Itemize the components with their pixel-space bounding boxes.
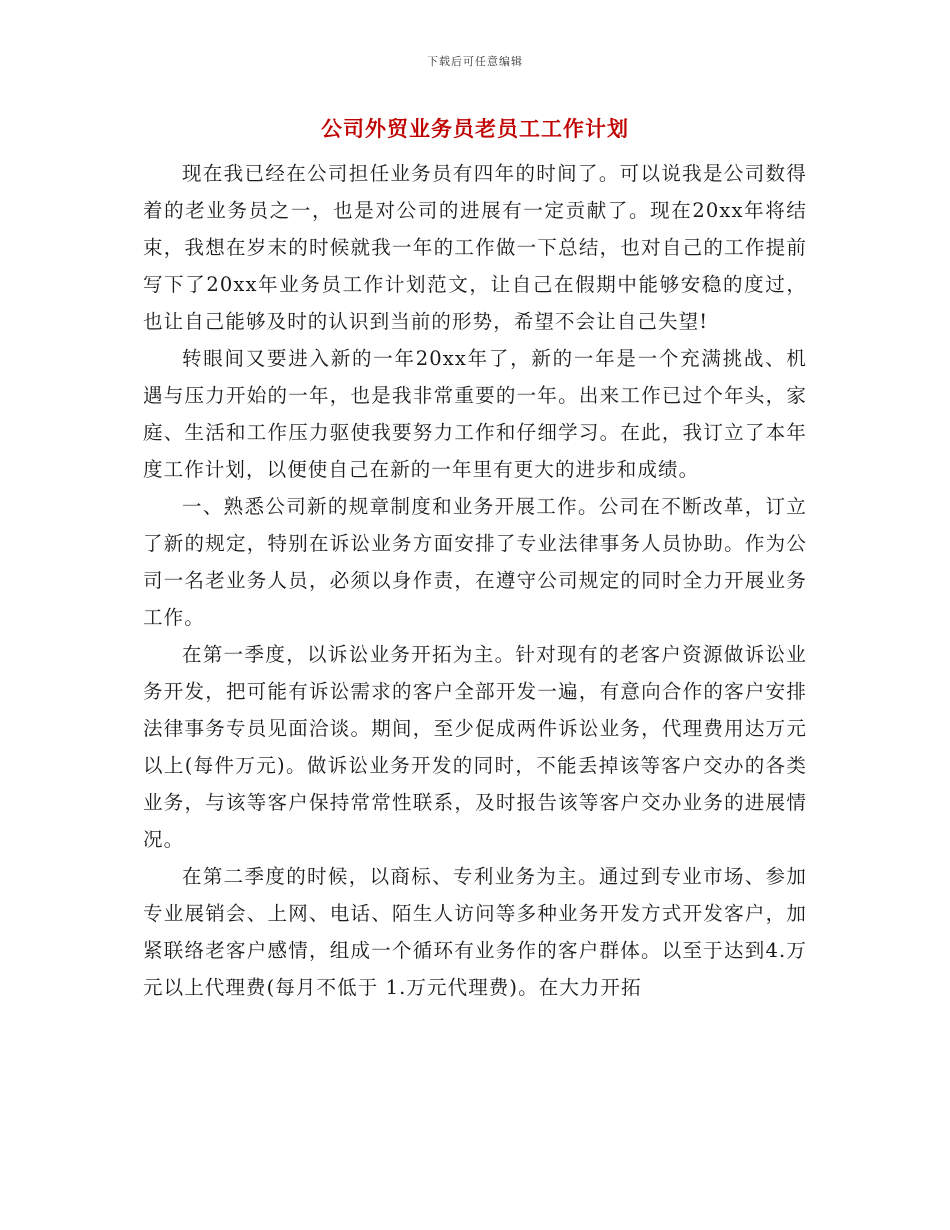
paragraph-section-one: 一、熟悉公司新的规章制度和业务开展工作。公司在不断改革，订立了新的规定，特别在诉讼业务方面安排了专业法律事务人员协助。作为公司一名老业务人员，必须以身作责，在遵守公司规定的同时全力开展业务工作。 bbox=[143, 495, 807, 629]
page-header: 下载后可任意编辑 bbox=[427, 55, 523, 68]
paragraph-second-quarter: 在第二季度的时候，以商标、专利业务为主。通过到专业市场、参加专业展销会、上网、电话、陌生人访问等多种业务开发方式开发客户，加紧联络老客户感情，组成一个循环有业务作的客户群体。以至于达到4.万元以上代理费(每月不低于 1.万元代理费)。在大力开拓 bbox=[143, 865, 807, 999]
document-title: 公司外贸业务员老员工工作计划 bbox=[321, 116, 629, 141]
paragraph-first-quarter: 在第一季度，以诉讼业务开拓为主。针对现有的老客户资源做诉讼业务开发，把可能有诉讼需求的客户全部开发一遍，有意向合作的客户安排法律事务专员见面洽谈。期间，至少促成两件诉讼业务，代理费用达万元以上(每件万元)。做诉讼业务开发的同时，不能丢掉该等客户交办的各类业务，与该等客户保持常常性联系，及时报告该等客户交办业务的进展情况。 bbox=[143, 643, 807, 851]
paragraph-intro: 现在我已经在公司担任业务员有四年的时间了。可以说我是公司数得着的老业务员之一，也是对公司的进展有一定贡献了。现在20xx年将结束，我想在岁末的时候就我一年的工作做一下总结，也对自己的工作提前写下了20xx年业务员工作计划范文，让自己在假期中能够安稳的度过，也让自己能够及时的认识到当前的形势，希望不会让自己失望! bbox=[143, 162, 807, 333]
paragraph-new-year: 转眼间又要进入新的一年20xx年了，新的一年是一个充满挑战、机遇与压力开始的一年，也是我非常重要的一年。出来工作已过个年头，家庭、生活和工作压力驱使我要努力工作和仔细学习。在此，我订立了本年度工作计划，以便使自己在新的一年里有更大的进步和成绩。 bbox=[143, 347, 807, 481]
document-body bbox=[143, 155, 807, 1006]
